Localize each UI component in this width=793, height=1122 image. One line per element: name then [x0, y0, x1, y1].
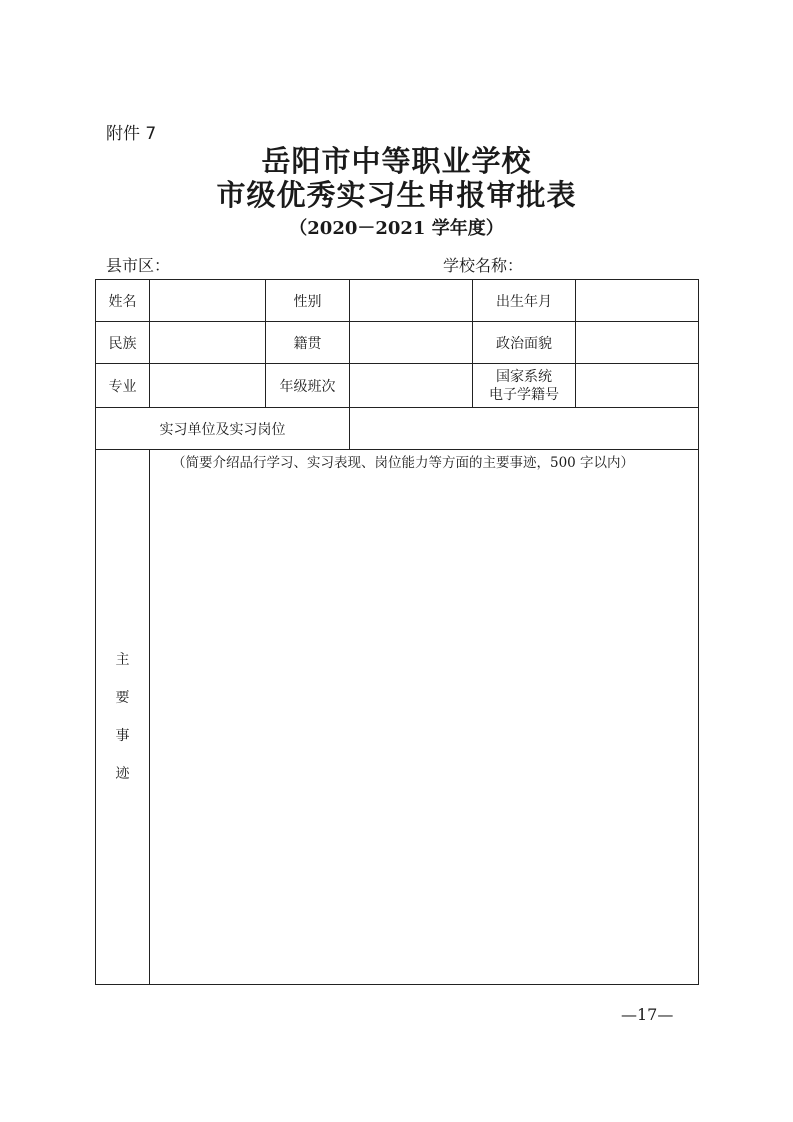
student-id-field[interactable] — [576, 364, 699, 408]
county-label: 县市区： — [106, 256, 171, 275]
main-deeds-char-3: 事 — [115, 728, 130, 744]
native-place-label: 籍贯 — [266, 322, 350, 364]
page-subtitle: 市级优秀实习生申报审批表 — [216, 178, 577, 212]
major-label: 专业 — [96, 364, 150, 408]
main-deeds-char-4: 迹 — [115, 766, 130, 782]
major-field[interactable] — [150, 364, 266, 408]
ethnicity-label: 民族 — [96, 322, 150, 364]
school-name-label: 学校名称： — [443, 256, 524, 275]
page-number: —17— — [621, 1005, 674, 1024]
student-id-label — [473, 364, 576, 408]
academic-year: （2020－2021 学年度） — [289, 218, 504, 239]
birth-date-field[interactable] — [576, 280, 699, 322]
main-deeds-char-2: 要 — [115, 690, 130, 706]
political-status-field[interactable] — [576, 322, 699, 364]
internship-unit-label: 实习单位及实习岗位 — [96, 408, 350, 450]
birth-date-label: 出生年月 — [473, 280, 576, 322]
ethnicity-field[interactable] — [150, 322, 266, 364]
attachment-label: 附件 7 — [106, 124, 157, 144]
main-deeds-field[interactable] — [150, 450, 699, 985]
grade-class-label: 年级班次 — [266, 364, 350, 408]
student-id-label-line2: 电子学籍号 — [489, 386, 559, 403]
page-title: 岳阳市中等职业学校 — [261, 144, 532, 178]
gender-label: 性别 — [266, 280, 350, 322]
student-id-label-line1: 国家系统 — [496, 368, 552, 385]
name-label: 姓名 — [96, 280, 150, 322]
grade-class-field[interactable] — [350, 364, 473, 408]
main-deeds-char-1: 主 — [115, 652, 130, 668]
application-form-table — [95, 279, 699, 985]
name-field[interactable] — [150, 280, 266, 322]
native-place-field[interactable] — [350, 322, 473, 364]
main-deeds-label — [96, 450, 150, 985]
gender-field[interactable] — [350, 280, 473, 322]
main-deeds-hint: （简要介绍品行学习、实习表现、岗位能力等方面的主要事迹，500 字以内） — [172, 455, 635, 471]
political-status-label: 政治面貌 — [473, 322, 576, 364]
internship-unit-field[interactable] — [350, 408, 699, 450]
